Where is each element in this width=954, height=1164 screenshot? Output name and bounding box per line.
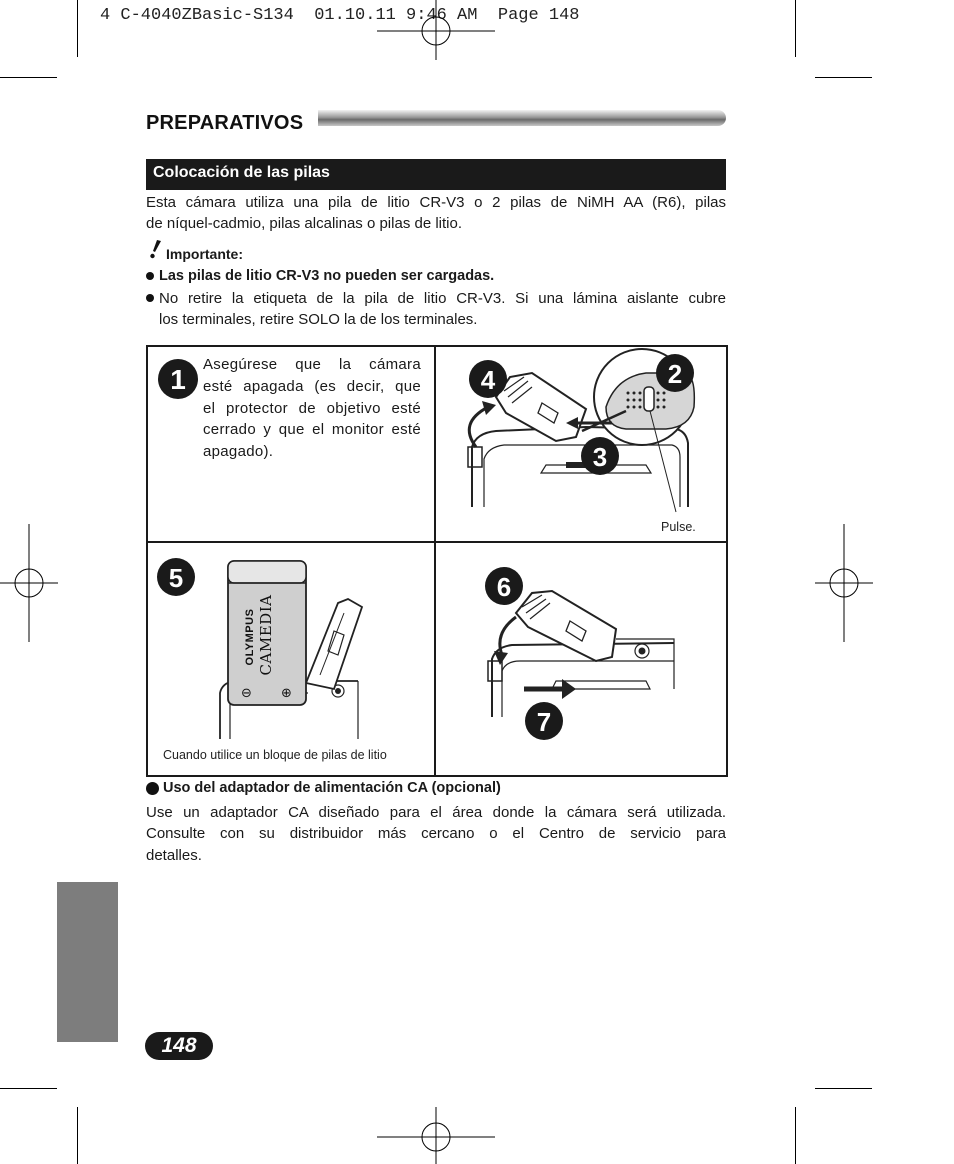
step-number-label: 7 xyxy=(536,707,552,737)
battery-minus-terminal: ⊖ xyxy=(241,685,252,700)
subsection-title: Colocación de las pilas xyxy=(153,164,330,181)
step-1-line: cerrado y que el monitor esté xyxy=(203,421,421,439)
important-label: Importante: xyxy=(166,246,243,262)
camera-close-illustration xyxy=(436,543,724,743)
bullet-icon xyxy=(146,782,159,795)
step-number-label: 4 xyxy=(480,365,496,395)
print-slug: 4 C-4040ZBasic-S134 01.10.11 9:46 AM Page 148 xyxy=(100,6,580,25)
battery-model-label: CAMEDIA xyxy=(257,594,275,676)
pulse-label: Pulse. xyxy=(661,520,696,534)
bullet-icon xyxy=(146,272,154,280)
registration-mark-right xyxy=(815,524,875,642)
step-number-3 xyxy=(580,436,620,476)
important-bullet-2-line-1: No retire la etiqueta de la pila de litio CR-V3. Si una lámina aislante cubre xyxy=(159,290,726,307)
crop-mark xyxy=(0,1088,57,1089)
step-number-4 xyxy=(468,359,508,399)
ac-adapter-line-1: Use un adaptador CA diseñado para el área donde la cámara será utilizada. xyxy=(146,804,726,821)
ac-adapter-title: Uso del adaptador de alimentación CA (opcional) xyxy=(163,780,501,796)
chapter-tab xyxy=(57,882,118,1042)
step-number-label: 5 xyxy=(168,563,184,593)
step-1-line: Asegúrese que la cámara xyxy=(203,356,421,373)
ac-adapter-line-3: detalles. xyxy=(146,847,202,864)
page-number: 148 xyxy=(145,1032,213,1060)
crop-mark xyxy=(815,1088,872,1089)
step-number-6 xyxy=(484,566,524,606)
step-1-line: esté apagada (es decir, que xyxy=(203,377,421,395)
step-number-7 xyxy=(524,701,564,741)
important-bullet-2-line-2: los terminales, retire SOLO la de los terminales. xyxy=(159,311,478,328)
registration-mark-left xyxy=(0,524,60,642)
crop-mark xyxy=(77,1107,78,1164)
section-title: PREPARATIVOS xyxy=(146,112,304,134)
step-number-label: 3 xyxy=(592,442,608,472)
crop-mark xyxy=(77,0,78,57)
step-number-label: 1 xyxy=(170,364,186,395)
crop-mark xyxy=(815,77,872,78)
registration-mark-bottom xyxy=(377,1107,495,1164)
exclamation-icon xyxy=(148,239,162,259)
important-bullet-1: Las pilas de litio CR-V3 no pueden ser cargadas. xyxy=(159,268,495,284)
step-number-1 xyxy=(157,358,199,400)
registration-mark-top xyxy=(377,0,495,60)
crop-mark xyxy=(795,1107,796,1164)
ac-adapter-line-2: Consulte con su distribuidor más cercano o el Centro de servicio para xyxy=(146,825,726,842)
step-number-2 xyxy=(655,353,695,393)
intro-line-2: de níquel-cadmio, pilas alcalinas o pilas de litio. xyxy=(146,215,463,232)
step-1-line: apagado). xyxy=(203,443,274,461)
step-number-5 xyxy=(156,557,196,597)
step-1-line: el protector de objetivo esté xyxy=(203,399,421,417)
step-1-text xyxy=(203,354,421,463)
crop-mark xyxy=(795,0,796,57)
crop-mark xyxy=(0,77,57,78)
bullet-icon xyxy=(146,294,154,302)
intro-line-1: Esta cámara utiliza una pila de litio CR-V3 o 2 pilas de NiMH AA (R6), pilas xyxy=(146,194,726,211)
step-number-label: 2 xyxy=(667,359,683,389)
battery-brand-label: OLYMPUS xyxy=(244,608,256,666)
step-number-label: 6 xyxy=(496,572,512,602)
battery-plus-terminal: ⊕ xyxy=(281,685,292,700)
battery-caption: Cuando utilice un bloque de pilas de litio xyxy=(163,748,387,762)
